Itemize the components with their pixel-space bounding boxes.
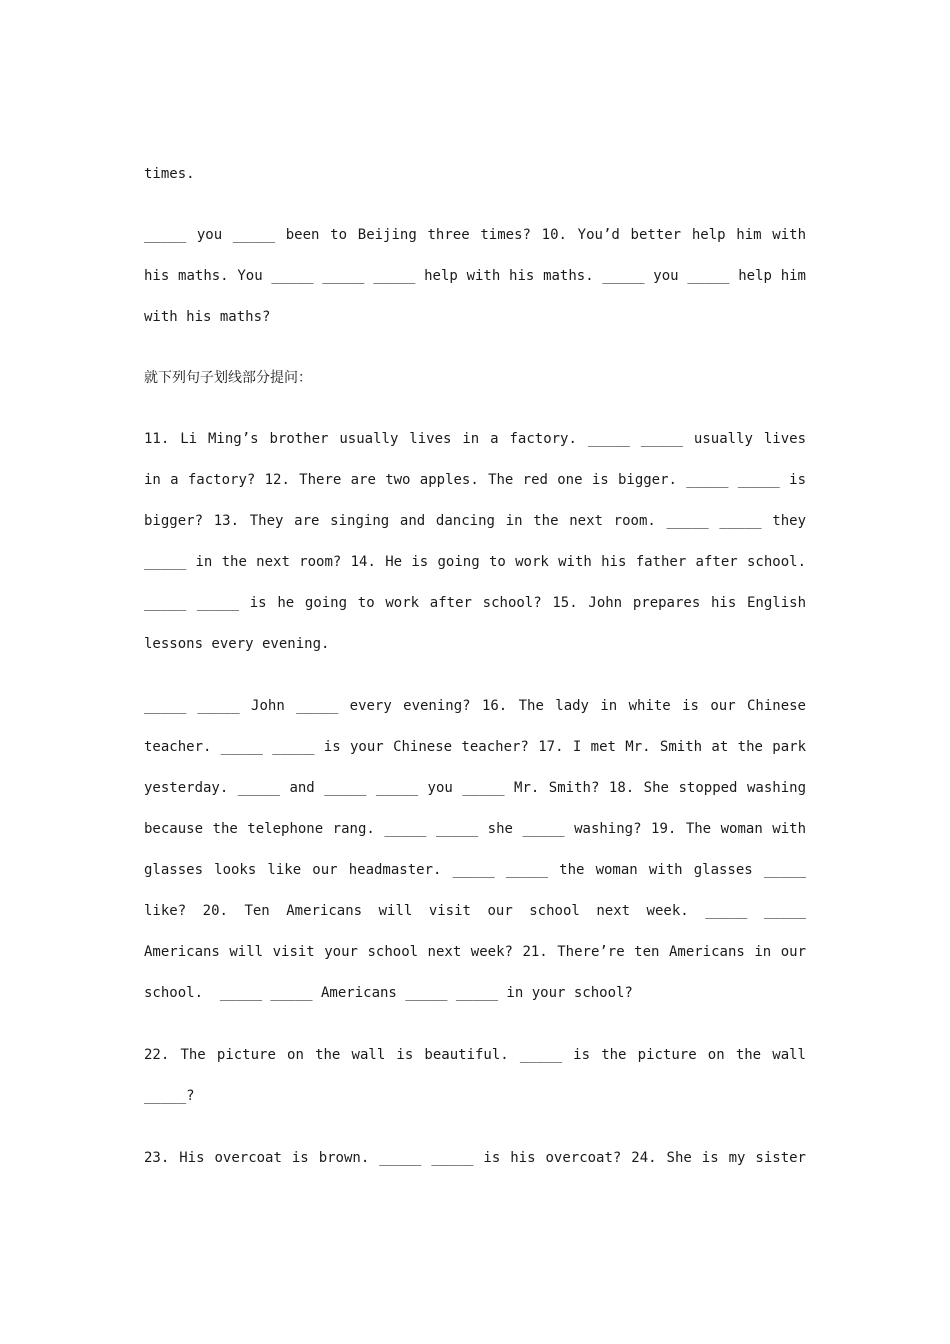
text-line: glasses looks like our headmaster. _____ _____ the woman with glasses _____ <box>144 862 806 878</box>
text-line: _____ _____ is he going to work after school? 15. John prepares his English <box>144 595 806 611</box>
text-line: in a factory? 12. There are two apples. The red one is bigger. _____ _____ is <box>144 472 806 488</box>
text-line: bigger? 13. They are singing and dancing in the next room. _____ _____ they <box>144 513 806 529</box>
text-line: _____ in the next room? 14. He is going to work with his father after school. <box>144 554 806 570</box>
text-line: 23. His overcoat is brown. _____ _____ is his overcoat? 24. She is my sister <box>144 1150 806 1166</box>
text-line: times. <box>144 166 195 182</box>
text-line: with his maths? <box>144 309 271 325</box>
text-line: 11. Li Ming’s brother usually lives in a factory. _____ _____ usually lives <box>144 431 806 447</box>
text-line: _____ you _____ been to Beijing three times? 10. You’d better help him with <box>144 227 806 243</box>
text-line: school. _____ _____ Americans _____ _____ in your school? <box>144 985 633 1001</box>
text-line: 22. The picture on the wall is beautiful. _____ is the picture on the wall <box>144 1047 806 1063</box>
text-line: his maths. You _____ _____ _____ help with his maths. _____ you _____ help him <box>144 268 806 284</box>
text-line: _____ _____ John _____ every evening? 16. The lady in white is our Chinese <box>144 698 806 714</box>
text-line: because the telephone rang. _____ _____ she _____ washing? 19. The woman with <box>144 821 806 837</box>
text-line: teacher. _____ _____ is your Chinese teacher? 17. I met Mr. Smith at the park <box>144 739 806 755</box>
section-heading-text: 就下列句子划线部分提问： <box>144 370 312 386</box>
text-line: like? 20. Ten Americans will visit our school next week. _____ _____ <box>144 903 806 919</box>
text-line: yesterday. _____ and _____ _____ you _____ Mr. Smith? 18. She stopped washing <box>144 780 806 796</box>
text-line: _____? <box>144 1088 195 1104</box>
text-line: lessons every evening. <box>144 636 330 652</box>
text-line: Americans will visit your school next week? 21. There’re ten Americans in our <box>144 944 806 960</box>
